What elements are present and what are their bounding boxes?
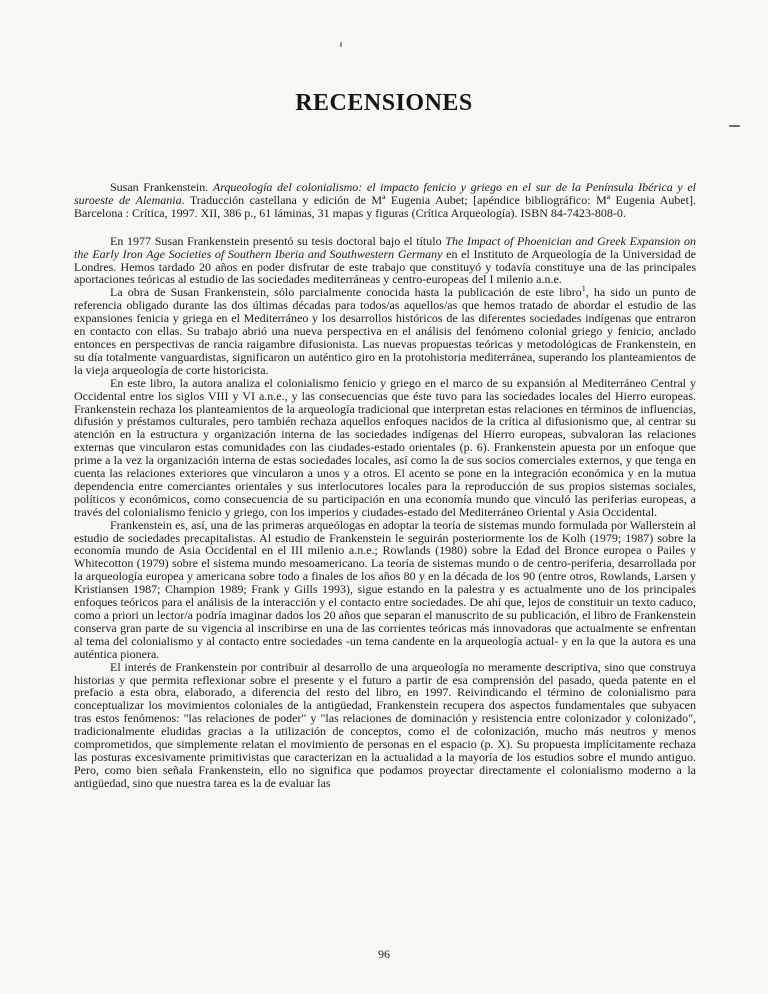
scan-speck-artifact [340, 42, 342, 47]
paragraph-4: Frankenstein es, así, una de las primeras arqueólogas en adoptar la teoría de sistemas mundo formulada por Wallerstein al estudio de sociedades precapitalistas. Al estudio de Frankenstein le seguirán posteriormente los de Kolh (1979; 1987) sobre la economía mundo de Asia Occidental en el III milenio a.n.e.; Rowlands (1980) sobre la Edad del Bronce europea o Pailes y Whitecotton (1979) sobre el sistema mundo mesoamericano. La teoría de sistemas mundo o de centro-periferia, desarrollada por la arqueología europea y americana sobre todo a finales de los años 80 y en la década de los 90 (entre otros, Rowlands, Larsen y Kristiansen 1987; Champion 1989; Frank y Gills 1993), sigue estando en la palestra y es actualmente uno de los principales enfoques teóricos para el análisis de la interacción y el contacto entre sociedades. De ahí que, lejos de constituir un texto caduco, como a priori un lector/a podría imaginar dados los 20 años que separan el manuscrito de su publicación, el libro de Frankenstein conserva gran parte de su vigencia al inscribirse en una de las corrientes teóricas más innovadoras que actualmente se enfrentan al tema del colonialismo y al contacto entre sociedades -un tema candente en la arqueología actual- y en la que la autora es una auténtica pionera. [74, 517, 696, 661]
text-run: En 1977 Susan Frankenstein presentó su tesis doctoral bajo el título [110, 233, 446, 248]
paragraph-2 [74, 286, 696, 376]
paragraph-1 [74, 235, 696, 287]
citation-publication-details: . Traducción castellana y edición de Mª Eugenia Aubet; [apéndice bibliográfico: Mª Eugenia Aubet]. Barcelona : Crítica, 1997. XII, 386 p., 61 láminas, 31 mapas y figuras (Crítica Arqueología). ISBN 84-7423-808-0. [74, 192, 696, 220]
page-number: 96 [378, 947, 390, 961]
paragraph-5: El interés de Frankenstein por contribuir al desarrollo de una arqueología no meramente descriptiva, sino que construya historias y que permita reflexionar sobre el presente y el futuro a partir de esa comprensión del pasado, queda patente en el prefacio a esta obra, elaborado, a diferencia del resto del libro, en 1997. Reivindicando el término de colonialismo para conceptualizar los movimientos coloniales de la antigüedad, Frankenstein recupera dos aspectos fundamentales que subyacen tras estos fenómenos: "las relaciones de poder" y "las relaciones de dominación y resistencia entre colonizador y colonizado", tradicionalmente eludidas gracias a la utilización de conceptos, como el de colonización, mucho más neutros y menos comprometidos, que simplemente relatan el movimiento de personas en el espacio (p. X). Su propuesta implícitamente rechaza las posturas excesivamente primitivistas que caracterizan en la actualidad a la mayoría de los estudios sobre el mundo antiguo. Pero, como bien señala Frankenstein, ello no significa que podamos proyectar directamente el colonialismo moderno a la antigüedad, sino que nuestra tarea es la de evaluar las [74, 659, 696, 790]
book-citation [74, 181, 696, 220]
page-title: RECENSIONES [295, 90, 473, 116]
text-run: en el Instituto de Arqueología de la Universidad de Londres. Hemos tardado 20 años en poder disfrutar de este trabajo que constituyó y todavía constituye una de las principales aportaciones teóricas al estudio de las sociedades mediterráneas y centro-europeas del I milenio a.n.e. [74, 246, 696, 287]
footnote-marker: 1 [581, 284, 586, 294]
paragraph-3: En este libro, la autora analiza el colonialismo fenicio y griego en el marco de su expansión al Mediterráneo Central y Occidental entre los siglos VIII y VI a.n.e., y las consecuencias que éste tuvo para las sociedades locales del Hierro europeas. Frankenstein rechaza los planteamientos de la arqueología tradicional que interpretan estas relaciones en términos de influencias, difusión y préstamos culturales, pero también rechaza aquellos enfoques nacidos de la crítica al difusionismo que, al centrar su atención en la estructura y organización interna de las sociedades indígenas del Hierro europeas, subvaloran las relaciones externas que vincularon estas comunidades con las ciudades-estado orientales (p. 6). Frankenstein apuesta por un enfoque que prime a la vez la organización interna de estas sociedades locales, así como la de sus socios comerciales externos, y que tenga en cuenta las relaciones exteriores que vincularon a unos y a otros. El acento se pone en la integración económica y en la mutua dependencia entre comerciantes orientales y sus interlocutores locales para la reproducción de sus propios sistemas sociales, políticos y económicos, como consecuencia de su participación en una economía mundo que vinculó las periferias europeas, a través del colonialismo fenicio y griego, con los imperios y ciudades-estado del Mediterráneo Oriental y Asia Occidental. [74, 375, 696, 519]
review-body [74, 181, 696, 790]
citation-book-title: Arqueología del colonialismo: el impacto fenicio y griego en el sur de la Península Ibérica y el suroeste de Alemania [74, 180, 697, 207]
text-run: , ha sido un punto de referencia obligado durante las dos últimas décadas para todos/as aquellos/as que hemos tratado de abordar el estudio de las expansiones fenicia y griega en el Mediterráneo y los desarrollos históricos de las diferentes sociedades indígenas que entraron en contacto con ellas. Su trabajo abrió una nueva perspectiva en el análisis del fenómeno colonial griego y fenicio, anclado entonces en perspectivas de rancia raigambre difusionista. Las nuevas propuestas teóricas y metodológicas de Frankenstein, en su día totalmente vanguardistas, significaron un auténtico giro en la protohistoria mediterránea, superando los planteamientos de la vieja arqueología de corte historicista. [74, 285, 696, 377]
citation-author: Susan Frankenstein. [110, 180, 213, 194]
text-run: La obra de Susan Frankenstein, sólo parcialmente conocida hasta la publicación de este libro [110, 285, 582, 300]
scan-dash-artifact [729, 125, 740, 127]
thesis-title: The Impact of Phoenician and Greek Expansion on the Early Iron Age Societies of Southern Iberia and Southwestern Germany [74, 233, 696, 261]
